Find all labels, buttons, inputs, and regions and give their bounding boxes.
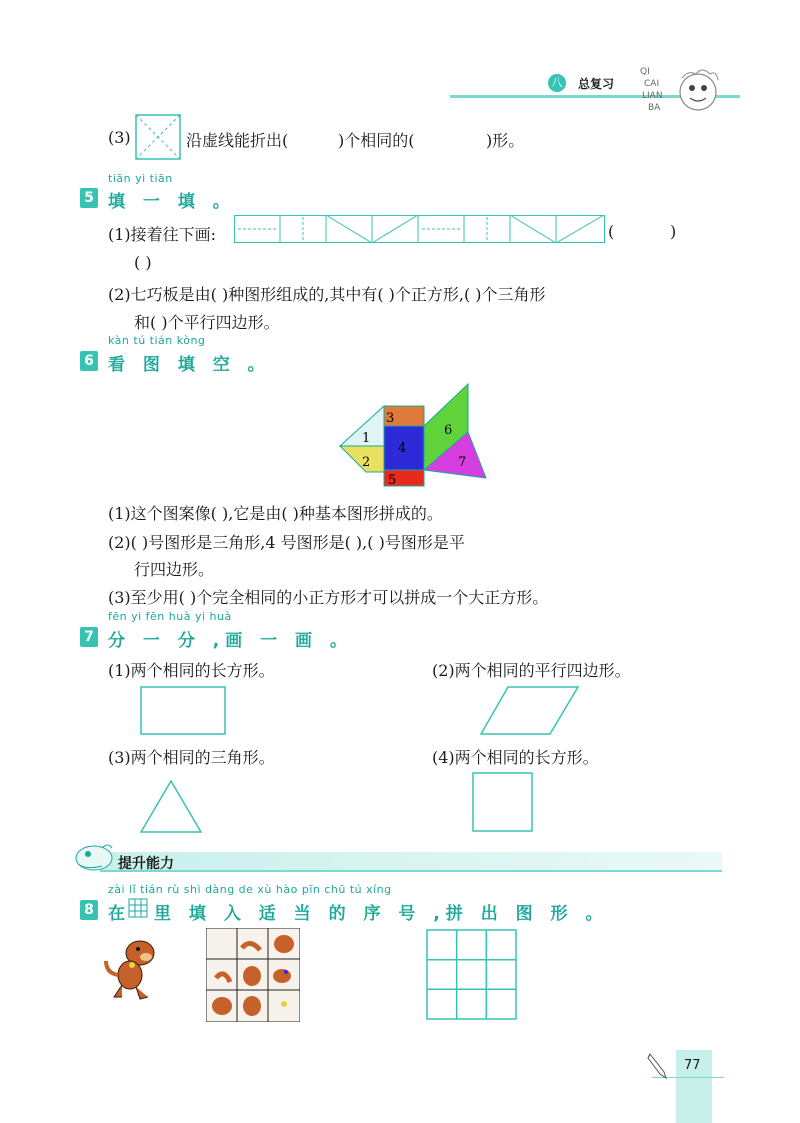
piece-label-3: 3 [386,411,395,426]
q6-number-badge: 6 [80,351,98,371]
header-title: 总复习 [578,77,615,91]
rectangle-figure [140,686,226,740]
piece-label-2: 2 [362,455,371,470]
logo-letters-3: LIAN [642,91,663,101]
dragon-icon [72,840,116,878]
piece-label-5: 5 [388,473,397,488]
q8-number-badge: 8 [80,900,98,920]
q7-number-badge: 7 [80,627,98,647]
q5-number-badge: 5 [80,188,98,208]
q6-item2-line1: (2)( )号图形是三角形,4 号图形是( ),( )号图形是平 [108,533,465,552]
pencil-icon [646,1050,670,1084]
q5-item2-line1: (2)七巧板是由( )种图形组成的,其中有( )个正方形,( )个三角形 [108,285,546,304]
triangle-figure [140,780,202,838]
q5-item1-bracket-open: ( [608,222,615,241]
q5-item1-bracket-close: ) [670,222,677,241]
square-figure [472,772,534,838]
q7-item1: (1)两个相同的长方形。 [108,661,275,680]
dog-cartoon-image [100,935,160,1005]
tangram-fish-figure [336,382,496,496]
q5-title: 填 一 填 。 [108,192,236,212]
piece-label-4: 4 [398,441,407,456]
piece-label-1: 1 [362,431,371,446]
q8-title-a: 在 [108,904,131,924]
q6-item2-line2: 行四边形。 [134,560,215,579]
page-number: 77 [684,1058,701,1073]
q7-item3: (3)两个相同的三角形。 [108,748,275,767]
logo-letters-1: QI [640,67,650,77]
answer-grid-3x3[interactable] [426,929,518,1025]
q6-item1: (1)这个图案像( ),它是由( )种基本图形拼成的。 [108,504,443,523]
q4-item3-text-c: )形。 [486,131,525,150]
piece-label-7: 7 [458,455,467,470]
grid-icon [128,898,148,922]
logo-letters-4: BA [648,103,661,113]
q8-title-b: 里 填 入 适 当 的 序 号 ,拼 出 图 形 。 [154,904,609,924]
q6-item3: (3)至少用( )个完全相同的小正方形才可以拼成一个大正方形。 [108,588,549,607]
q8-pinyin: zài lǐ tián rù shì dàng de xù hào pīn chū tú xíng [108,883,392,896]
q4-item3-prefix: (3) [108,128,131,147]
q5-item1-prefix: (1)接着往下画: [108,225,217,244]
puzzle-pieces-grid [206,928,300,1026]
q5-item2-line2: 和( )个平行四边形。 [134,313,280,332]
mascot-icon [636,56,726,136]
q7-title: 分 一 分 ,画 一 画 。 [108,631,353,651]
header-logo [636,56,726,136]
parallelogram-figure [480,686,580,740]
q5-pinyin: tiān yi tiān [108,172,173,185]
q4-item3-text-b: )个相同的( [338,131,415,150]
logo-letters-2: CAI [644,79,660,89]
q6-title: 看 图 填 空 。 [108,355,271,375]
fold-square-figure [135,114,181,164]
section-title: 提升能力 [118,856,174,872]
q7-pinyin: fēn yi fēn huà yi huà [108,610,232,623]
piece-label-6: 6 [444,423,453,438]
q4-item3-text-a: 沿虚线能折出( [186,131,289,150]
q5-item1-line2: ( ) [134,253,152,272]
q6-pinyin: kàn tú tián kòng [108,334,206,347]
q5-pattern-strip [234,215,606,247]
q7-item4: (4)两个相同的长方形。 [432,748,599,767]
chapter-badge: 八 [548,74,566,92]
section-bar [100,852,722,872]
q7-item2: (2)两个相同的平行四边形。 [432,661,631,680]
